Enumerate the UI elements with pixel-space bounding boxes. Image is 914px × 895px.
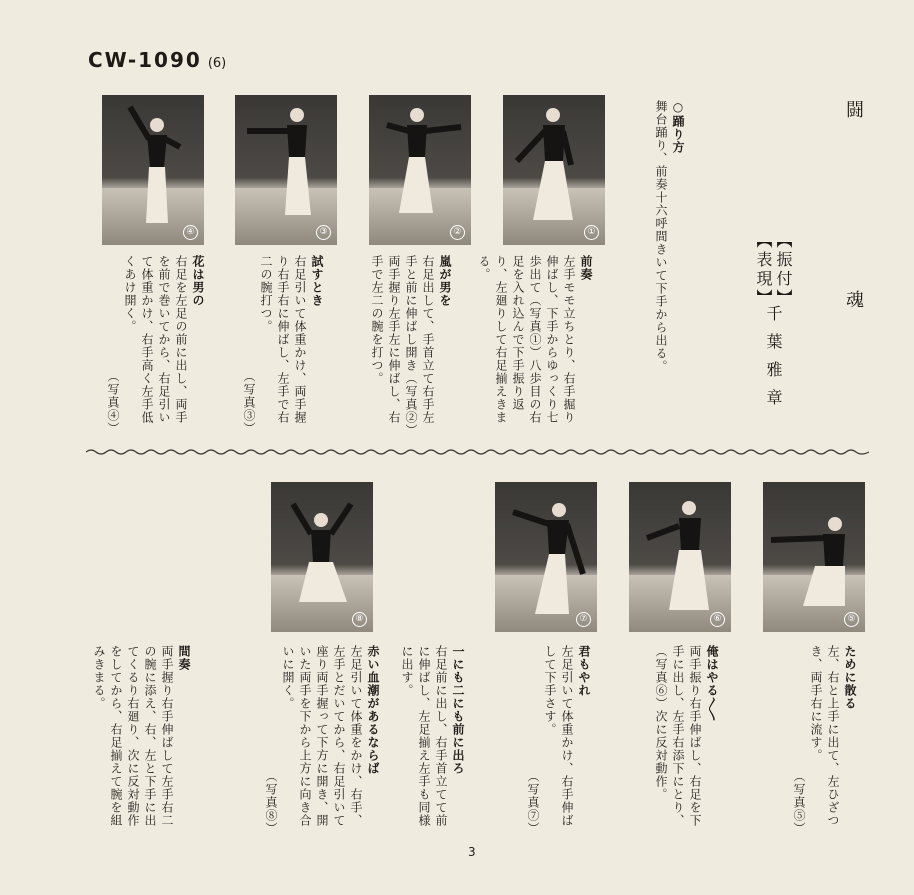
record-code-main: CW-1090: [88, 48, 202, 72]
photo-1: [503, 95, 605, 245]
photo-4: [102, 95, 204, 245]
photo-6-number: ⑥: [710, 612, 725, 627]
step-tamesu-ref: （写真③）: [242, 370, 256, 435]
step-akai-body: 左足引いて体重をかけ、右手、左手とだいてから、右足引いて座り両手握って下方に開き、開いた両手を下から上方に向き合いに開く。: [281, 645, 363, 827]
howto-block: [652, 100, 686, 440]
step-kansou: [90, 645, 192, 835]
step-ore: [652, 645, 720, 835]
credit-choreo-label: 【振付】: [774, 232, 793, 308]
step-kimi: [524, 645, 592, 835]
step-tameni-body: 左、右と上手に出て、左ひざつき、両手右に流す。: [809, 645, 840, 827]
step-zensou: [475, 255, 594, 435]
step-tameni-ref: （写真⑤）: [792, 770, 806, 835]
photo-8: [271, 482, 373, 632]
step-ore-body: 両手振り右手伸ばし、右足を下手に出し、左手右添下にとり、（写真⑥）次に反対動作。: [654, 645, 702, 827]
photo-7-number: ⑦: [576, 612, 591, 627]
step-akai-ref: （写真⑧）: [264, 770, 278, 835]
step-kansou-body: 両手握り右手伸ばして左手右二の腕に添え、右、左と下手に出てくるり右廻り、次に反対動作をしてから、右足揃えて腕を組みきまる。: [92, 645, 174, 827]
step-tameni: [790, 645, 858, 835]
howto-body: 舞台踊り、前奏十六呼間きいて下手から出る。: [654, 100, 668, 373]
wavy-divider: [86, 447, 869, 457]
photo-3-number: ③: [316, 225, 331, 240]
step-kansou-heading: 間奏: [177, 645, 191, 671]
step-kimi-ref: （写真⑦）: [526, 770, 540, 835]
step-ichi: [398, 645, 466, 835]
photo-4-number: ④: [183, 225, 198, 240]
page-number: 3: [468, 845, 476, 859]
photo-5-number: ⑤: [844, 612, 859, 627]
step-arashi: [368, 255, 453, 435]
step-hana: [104, 255, 206, 435]
step-hana-body: 右足を左足の前に出し、両手を前で巻いてから、右足引いて体重かけ、右手高く左手低くあけ開く。: [123, 255, 188, 424]
step-tamesu-body: 右足引いて体重かけ、両手握り右手右に伸ばし、左手で右二の腕打つ。: [259, 255, 307, 424]
step-tamesu: [240, 255, 325, 435]
photo-6: [629, 482, 731, 632]
photo-8-number: ⑧: [352, 612, 367, 627]
step-arashi-body: 右足出して、手首立て右手左手と前に伸ばし開き（写真②）両手握り左手左に伸ばし、右手で左二の腕を打つ。: [370, 255, 435, 431]
photo-1-number: ①: [584, 225, 599, 240]
step-arashi-heading: 嵐が男を: [438, 255, 452, 307]
credit-perform-label: 【表現】: [754, 232, 773, 308]
photo-2: [369, 95, 471, 245]
step-akai: [262, 645, 381, 835]
credit-name: 千葉雅章: [764, 305, 783, 417]
song-title-part2: 魂: [843, 290, 864, 312]
step-zensou-heading: 前奏: [579, 255, 593, 281]
record-code-sub: (6): [207, 56, 227, 71]
photo-2-number: ②: [450, 225, 465, 240]
step-hana-ref: （写真④）: [106, 370, 120, 435]
howto-heading: ○踊り方: [671, 100, 685, 154]
step-tamesu-heading: 試すとき: [310, 255, 324, 307]
step-ichi-heading: 一にも二にも前に出ろ: [451, 645, 465, 775]
photo-5: [763, 482, 865, 632]
step-ichi-body: 右足前に出し、右手首立てて前に伸ばし、左足揃え左手も同様に出す。: [400, 645, 448, 827]
step-kimi-body: 左足引いて体重かけ、右手伸ばして下手さす。: [543, 645, 574, 827]
step-zensou-body: 左手モモ立ちとり、右手掘り伸ばし、下手からゆっくり七歩出て（写真①）八歩目の右足を入れ込んで下手振り返り、左廻りして右足揃えきまる。: [477, 255, 576, 424]
step-kimi-heading: 君もやれ: [577, 645, 591, 697]
photo-3: [235, 95, 337, 245]
song-title-part1: 闘: [843, 100, 864, 122]
step-ore-heading: 俺はやる〱: [705, 645, 719, 722]
photo-7: [495, 482, 597, 632]
step-hana-heading: 花は男の: [191, 255, 205, 307]
record-code: [88, 48, 226, 72]
step-akai-heading: 赤い血潮があるならば: [366, 645, 380, 775]
step-tameni-heading: ために散る: [843, 645, 857, 710]
